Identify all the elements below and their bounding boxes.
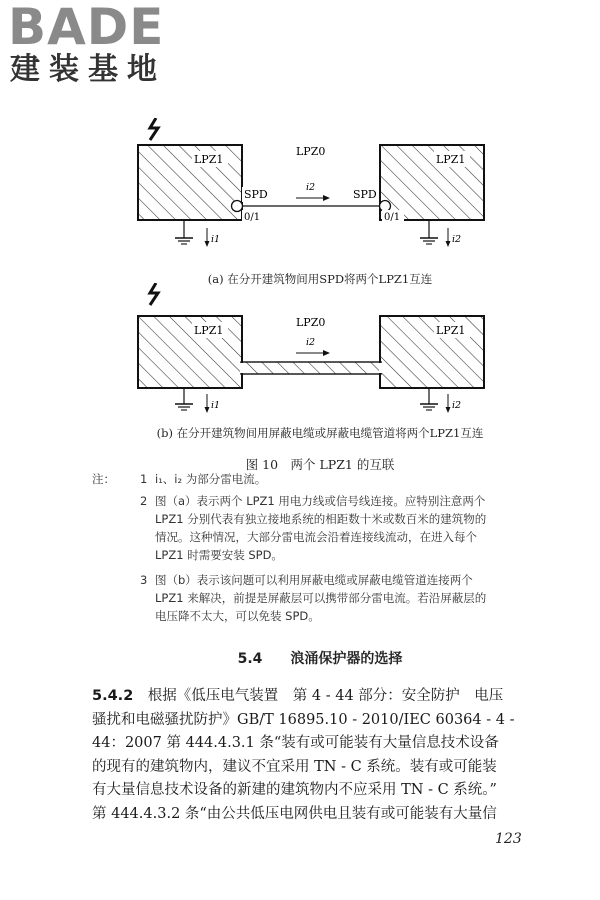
spd-state-left: 0/1 (244, 212, 261, 223)
figure-a-diagram (120, 118, 520, 253)
zone-label-right: LPZ1 (436, 324, 466, 337)
note-line: 电压降不太大，可以免装 SPD。 (155, 609, 320, 623)
note-number: 1 (140, 472, 148, 486)
figure-b-caption: (b) 在分开建筑物间用屏蔽电缆或屏蔽电缆管道将两个LPZ1互连 (156, 426, 484, 440)
zone-label-outer: LPZ0 (296, 316, 326, 329)
logo-subtitle: 建装基地 (10, 52, 166, 87)
note-line: i₁、i₂ 为部分雷电流。 (155, 472, 267, 486)
current-label-between: i2 (306, 337, 316, 348)
spd-label-right: SPD (353, 188, 377, 201)
section-heading (0, 648, 600, 668)
body-line: 的现有的建筑物内，建议不宜采用 TN - C 系统。装有或可能装 (92, 758, 497, 775)
body-line: 骚扰和电磁骚扰防护》GB/T 16895.10 - 2010/IEC 60364 - 4 - (92, 711, 515, 728)
spd-symbol-left (232, 201, 243, 212)
current-label-right-ground: i2 (452, 234, 462, 245)
clause-number: 5.4.2 (92, 688, 134, 704)
current-label-left-ground: i1 (211, 234, 221, 245)
section-title: 浪涌保护器的选择 (290, 651, 403, 667)
section-number: 5.4 (237, 651, 263, 667)
current-label-right-ground: i2 (452, 400, 462, 411)
figure-a-caption: (a) 在分开建筑物间用SPD将两个LPZ1互连 (207, 272, 433, 286)
body-line: 根据《低压电气装置 第 4 - 44 部分：安全防护 电压 (147, 688, 504, 704)
figure-b-diagram (120, 283, 520, 418)
note-line: 图（a）表示两个 LPZ1 用电力线或信号线连接。应特别注意两个 (155, 494, 486, 508)
note-line: 情况。这种情况，大部分雷电流会沿着连接线流动，在进入每个 (155, 530, 477, 544)
note-line: LPZ1 来解决，前提是屏蔽层可以携带部分雷电流。若沿屏蔽层的 (155, 591, 487, 605)
body-line: 第 444.4.3.2 条“由公共低压电网供电且装有或可能装有大量信 (92, 805, 497, 822)
lightning-bolt-icon (150, 118, 158, 140)
spd-state-right: 0/1 (384, 212, 401, 223)
zone-label-right: LPZ1 (436, 153, 466, 166)
shielded-cable (241, 362, 381, 374)
logo-wordmark: BADE (8, 0, 165, 56)
figure-title: 图 10 两个 LPZ1 的互联 (245, 457, 395, 472)
spd-label-left: SPD (244, 188, 268, 201)
lightning-bolt-icon (150, 283, 158, 305)
spd-symbol-right (380, 201, 391, 212)
note-number: 3 (140, 573, 148, 587)
note-line: 图（b）表示该问题可以利用屏蔽电缆或屏蔽电缆管道连接两个 (155, 573, 473, 587)
current-label-between: i2 (306, 182, 316, 193)
page-number: 123 (495, 831, 522, 847)
note-line: LPZ1 分别代表有独立接地系统的相距数十米或数百米的建筑物的 (155, 512, 487, 526)
note-line: LPZ1 时需要安装 SPD。 (155, 548, 283, 562)
zone-label-outer: LPZ0 (296, 145, 326, 158)
current-label-left-ground: i1 (211, 400, 221, 411)
zone-label-left: LPZ1 (194, 153, 224, 166)
body-line: 44：2007 第 444.4.3.1 条“装有或可能装有大量信息技术设备 (92, 735, 499, 751)
note-number: 2 (140, 494, 148, 508)
body-line: 有大量信息技术设备的新建的建筑物内不应采用 TN - C 系统。” (92, 782, 497, 798)
notes-label: 注： (92, 472, 115, 486)
zone-label-left: LPZ1 (194, 324, 224, 337)
body-text (92, 685, 532, 826)
